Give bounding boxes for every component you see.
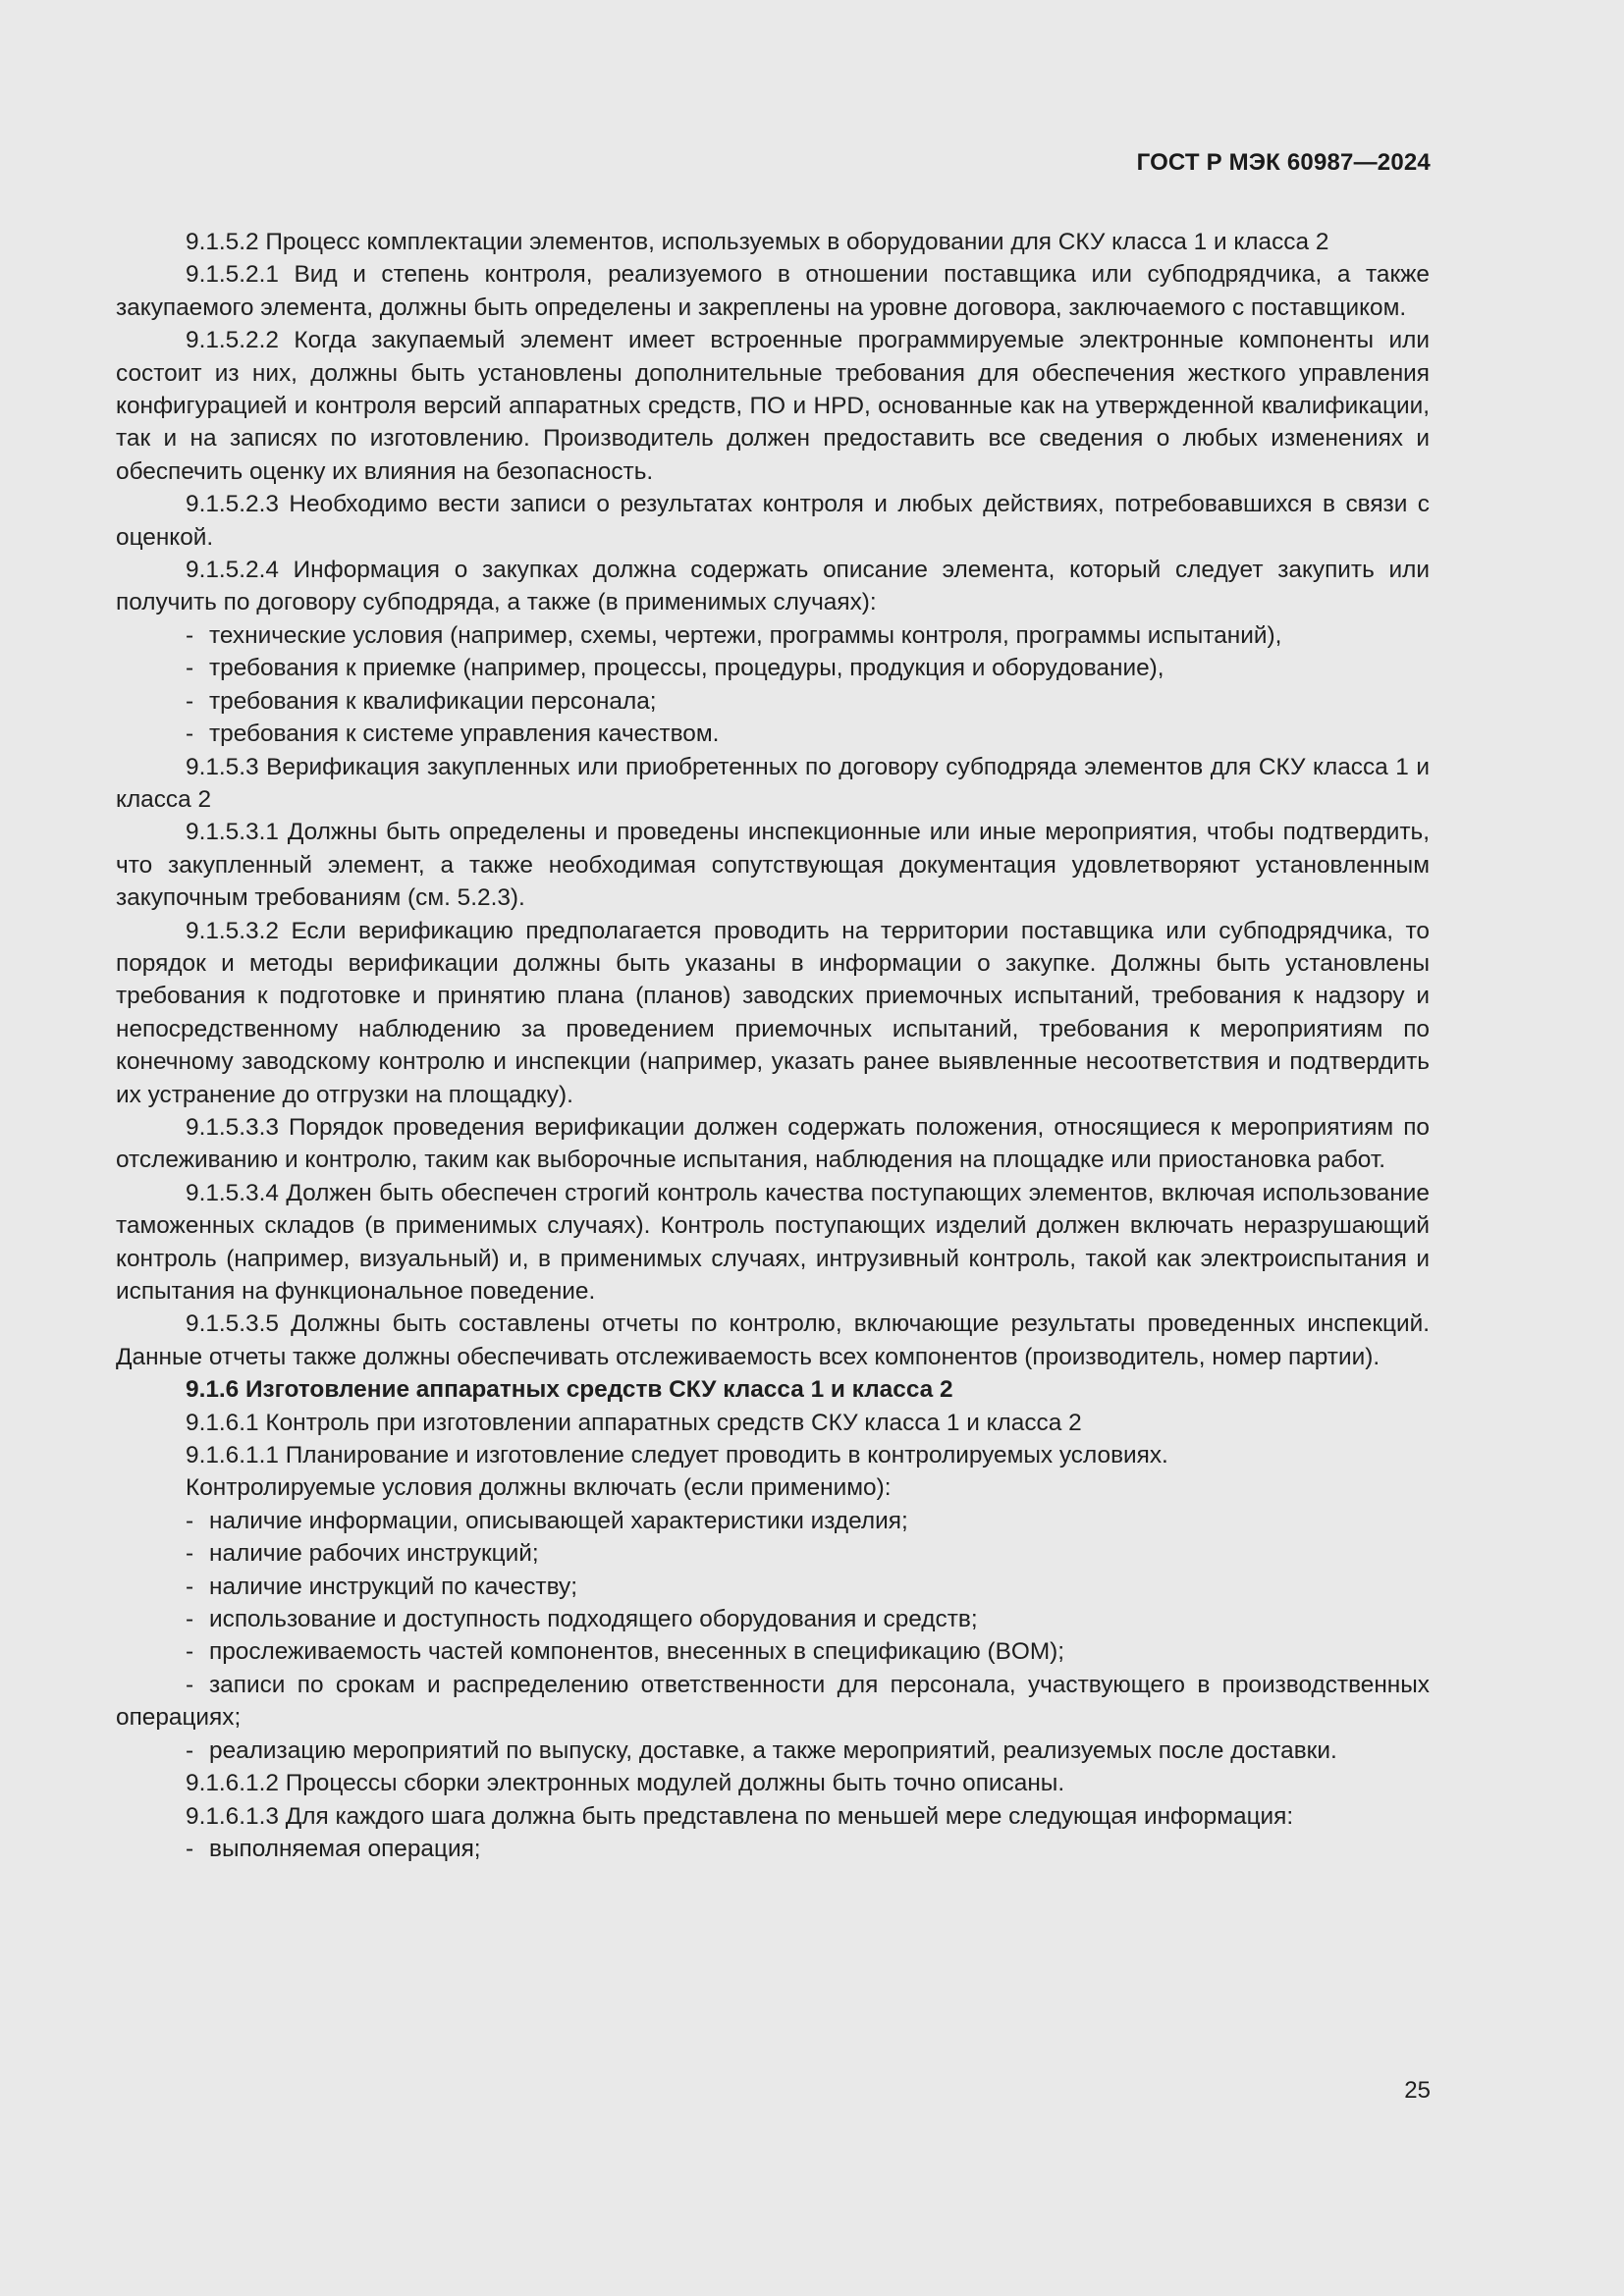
- list-bullet-dash: -: [186, 1835, 194, 1862]
- document-header-code: ГОСТ Р МЭК 60987—2024: [1136, 149, 1431, 176]
- paragraph: 9.1.5.2.3 Необходимо вести записи о результатах контроля и любых действиях, потребовавшихся в связи с оценкой.: [116, 491, 1430, 551]
- paragraph: 9.1.5.3.3 Порядок проведения верификации должен содержать положения, относящиеся к мероприятиям по отслеживанию и контролю, таким как выборочные испытания, наблюдения на площадке или приостановка работ.: [116, 1113, 1430, 1174]
- paragraph: 9.1.5.3.2 Если верификацию предполагается проводить на территории поставщика или субподрядчика, то порядок и методы верификации должны быть указаны в информации о закупке. Должны быть установлены требования к подготовке и принятию плана (планов) заводских приемочных испытаний, требования к надзору и непосредственному наблюдению за проведением приемочных испытаний, требования к мероприятиям по конечному заводскому контролю и инспекции (например, указать ранее выявленные несоответствия и подтвердить их устранение до отгрузки на площадку).: [116, 917, 1430, 1108]
- page-number: 25: [1404, 2077, 1431, 2104]
- list-item: [116, 1669, 1430, 1735]
- list-item-text: выполняемая операция;: [209, 1835, 481, 1862]
- list-item-text: использование и доступность подходящего оборудования и средств;: [209, 1606, 978, 1633]
- list-bullet-dash: -: [186, 1540, 194, 1568]
- paragraph: 9.1.5.3.5 Должны быть составлены отчеты по контролю, включающие результаты проведенных инспекций. Данные отчеты также должны обеспечивать отслеживаемость всех компонентов (производитель, номер партии).: [116, 1310, 1430, 1370]
- list-bullet-dash: -: [186, 1736, 194, 1764]
- paragraph: 9.1.5.2.1 Вид и степень контроля, реализуемого в отношении поставщика или субподрядчика, а также закупаемого элемента, должны быть определены и закреплены на уровне договора, заключаемого с поставщиком.: [116, 261, 1430, 321]
- list-bullet-dash: -: [186, 721, 194, 748]
- list-item-text: записи по срокам и распределению ответственности для персонала, участвующего в производственных операциях;: [116, 1671, 1430, 1732]
- list-item: [116, 1833, 1430, 1865]
- paragraph: 9.1.6.1 Контроль при изготовлении аппаратных средств СКУ класса 1 и класса 2: [186, 1409, 1082, 1436]
- list-item-text: наличие информации, описывающей характеристики изделия;: [209, 1507, 908, 1534]
- paragraph: 9.1.5.3.1 Должны быть определены и проведены инспекционные или иные мероприятия, чтобы подтвердить, что закупленный элемент, а также необходимая сопутствующая документация удовлетворяют установленным закупочным требованиям (см. 5.2.3).: [116, 819, 1430, 912]
- list-item-text: требования к системе управления качеством.: [209, 721, 720, 748]
- paragraph: Контролируемые условия должны включать (если применимо):: [186, 1474, 892, 1502]
- list-item-text: наличие инструкций по качеству;: [209, 1573, 577, 1600]
- list-item-text: требования к приемке (например, процессы, процедуры, продукция и оборудование),: [209, 655, 1164, 682]
- list-item: [116, 1603, 1430, 1635]
- list-bullet-dash: -: [186, 655, 194, 682]
- paragraph: 9.1.6.1.3 Для каждого шага должна быть представлена по меньшей мере следующая информация:: [186, 1802, 1294, 1830]
- list-bullet-dash: -: [186, 687, 194, 715]
- paragraph: 9.1.6.1.1 Планирование и изготовление следует проводить в контролируемых условиях.: [186, 1442, 1168, 1469]
- list-item-text: требования к квалификации персонала;: [209, 687, 657, 715]
- list-bullet-dash: -: [186, 1606, 194, 1633]
- list-item: [116, 1537, 1430, 1570]
- paragraph: 9.1.5.2.4 Информация о закупках должна содержать описание элемента, который следует закупить или получить по договору субподряда, а также (в применимых случаях):: [116, 557, 1430, 616]
- list-item: [116, 652, 1430, 684]
- paragraph: 9.1.5.2 Процесс комплектации элементов, используемых в оборудовании для СКУ класса 1 и класса 2: [186, 229, 1329, 255]
- list-bullet-dash: -: [186, 1507, 194, 1534]
- list-item-text: наличие рабочих инструкций;: [209, 1540, 539, 1568]
- paragraph: 9.1.5.3.4 Должен быть обеспечен строгий контроль качества поступающих элементов, включая использование таможенных складов (в применимых случаях). Контроль поступающих изделий должен включать неразрушающий контроль (например, визуальный) и, в применимых случаях, интрузивный контроль, такой как электроиспытания и испытания на функциональное поведение.: [116, 1179, 1430, 1305]
- list-item: [116, 718, 1430, 750]
- list-bullet-dash: -: [186, 1671, 194, 1698]
- list-item: [116, 1735, 1430, 1767]
- list-item: [116, 1571, 1430, 1603]
- section-heading: 9.1.6 Изготовление аппаратных средств СКУ класса 1 и класса 2: [186, 1376, 953, 1404]
- list-bullet-dash: -: [186, 1573, 194, 1600]
- list-bullet-dash: -: [186, 621, 194, 649]
- paragraph: 9.1.5.3 Верификация закупленных или приобретенных по договору субподряда элементов для СКУ класса 1 и класса 2: [116, 753, 1430, 813]
- list-bullet-dash: -: [186, 1638, 194, 1666]
- document-body: [116, 226, 1430, 1865]
- list-item: [116, 685, 1430, 718]
- list-item: [116, 1505, 1430, 1537]
- list-item-text: технические условия (например, схемы, чертежи, программы контроля, программы испытаний),: [209, 621, 1282, 649]
- list-item-text: прослеживаемость частей компонентов, внесенных в спецификацию (BOM);: [209, 1638, 1065, 1666]
- list-item-text: реализацию мероприятий по выпуску, доставке, а также мероприятий, реализуемых после доставки.: [209, 1736, 1337, 1764]
- list-item: [116, 619, 1430, 652]
- paragraph: 9.1.6.1.2 Процессы сборки электронных модулей должны быть точно описаны.: [186, 1770, 1065, 1797]
- list-item: [116, 1635, 1430, 1668]
- paragraph: 9.1.5.2.2 Когда закупаемый элемент имеет встроенные программируемые электронные компоненты или состоит из них, должны быть установлены дополнительные требования для обеспечения жесткого управления конфигурацией и контроля версий аппаратных средств, ПО и HPD, основанные как на утвержденной квалификации, так и на записях по изготовлению. Производитель должен предоставить все сведения о любых изменениях и обеспечить оценку их влияния на безопасность.: [116, 327, 1430, 485]
